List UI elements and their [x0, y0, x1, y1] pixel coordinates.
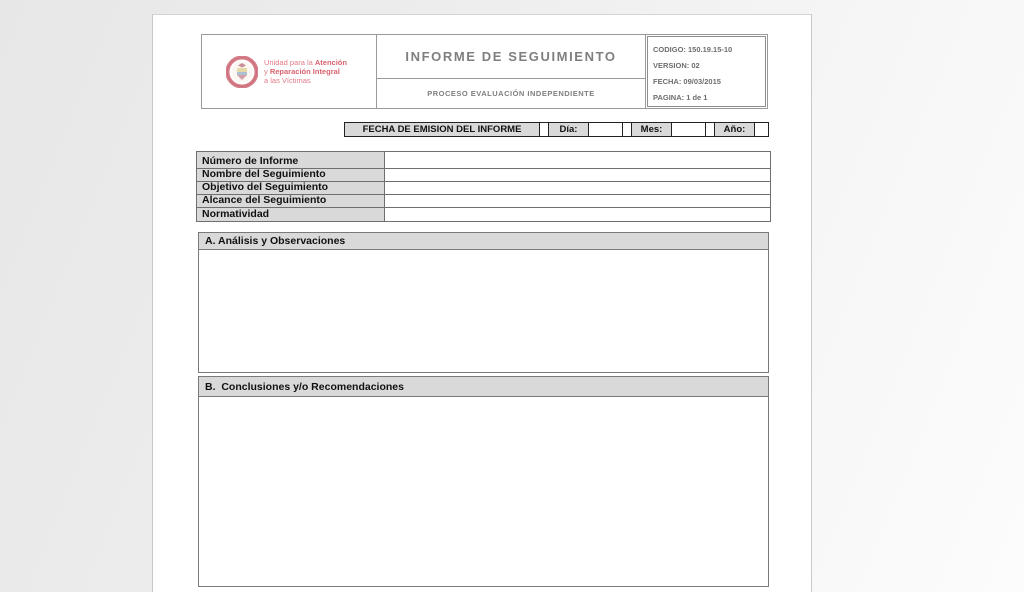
numero-informe-label: Número de Informe — [197, 152, 385, 168]
day-label: Día: — [548, 123, 588, 136]
month-label: Mes: — [631, 123, 671, 136]
nombre-seguimiento-field[interactable] — [385, 169, 770, 181]
year-label: Año: — [714, 123, 754, 136]
org-logo-text: Unidad para la Atención y Reparación Integral a las Víctimas — [264, 58, 347, 85]
document-title: INFORME DE SEGUIMIENTO — [377, 35, 645, 79]
objetivo-seguimiento-label: Objetivo del Seguimiento — [197, 182, 385, 194]
document-subtitle: PROCESO EVALUACIÓN INDEPENDIENTE — [427, 89, 595, 98]
meta-version: VERSION: 02 — [653, 60, 700, 70]
document-header-table — [201, 34, 768, 109]
alcance-seguimiento-field[interactable] — [385, 195, 770, 207]
table-row — [197, 208, 770, 221]
emission-gap — [622, 123, 631, 136]
section-b-content-field[interactable] — [198, 397, 769, 587]
normatividad-field[interactable] — [385, 208, 770, 221]
section-conclusiones — [198, 376, 769, 587]
coat-of-arms-icon — [226, 56, 258, 88]
day-field[interactable] — [588, 123, 622, 136]
table-row — [197, 195, 770, 208]
header-meta-box — [647, 36, 766, 107]
emission-date-bar — [344, 122, 769, 137]
meta-codigo: CODIGO: 150.19.15-10 — [653, 44, 733, 54]
alcance-seguimiento-label: Alcance del Seguimiento — [197, 195, 385, 207]
section-analisis — [198, 232, 769, 373]
objetivo-seguimiento-field[interactable] — [385, 182, 770, 194]
year-field[interactable] — [754, 123, 768, 136]
emission-gap — [539, 123, 548, 136]
logo-cell — [202, 35, 377, 108]
org-logo — [226, 56, 347, 88]
meta-fecha: FECHA: 09/03/2015 — [653, 77, 721, 87]
month-field[interactable] — [671, 123, 705, 136]
header-center-cell — [377, 35, 645, 108]
section-a-header: A. Análisis y Observaciones — [198, 232, 769, 250]
emission-date-label: FECHA DE EMISION DEL INFORME — [345, 123, 539, 136]
document-page — [152, 14, 812, 592]
meta-pagina: PAGINA: 1 de 1 — [653, 93, 708, 103]
nombre-seguimiento-label: Nombre del Seguimiento — [197, 169, 385, 181]
numero-informe-field[interactable] — [385, 152, 770, 168]
section-b-header: B. Conclusiones y/o Recomendaciones — [198, 376, 769, 397]
emission-gap — [705, 123, 714, 136]
table-row — [197, 152, 770, 169]
report-info-table — [196, 151, 771, 222]
header-meta-cell — [645, 35, 767, 108]
normatividad-label: Normatividad — [197, 208, 385, 221]
section-a-content-field[interactable] — [198, 250, 769, 373]
